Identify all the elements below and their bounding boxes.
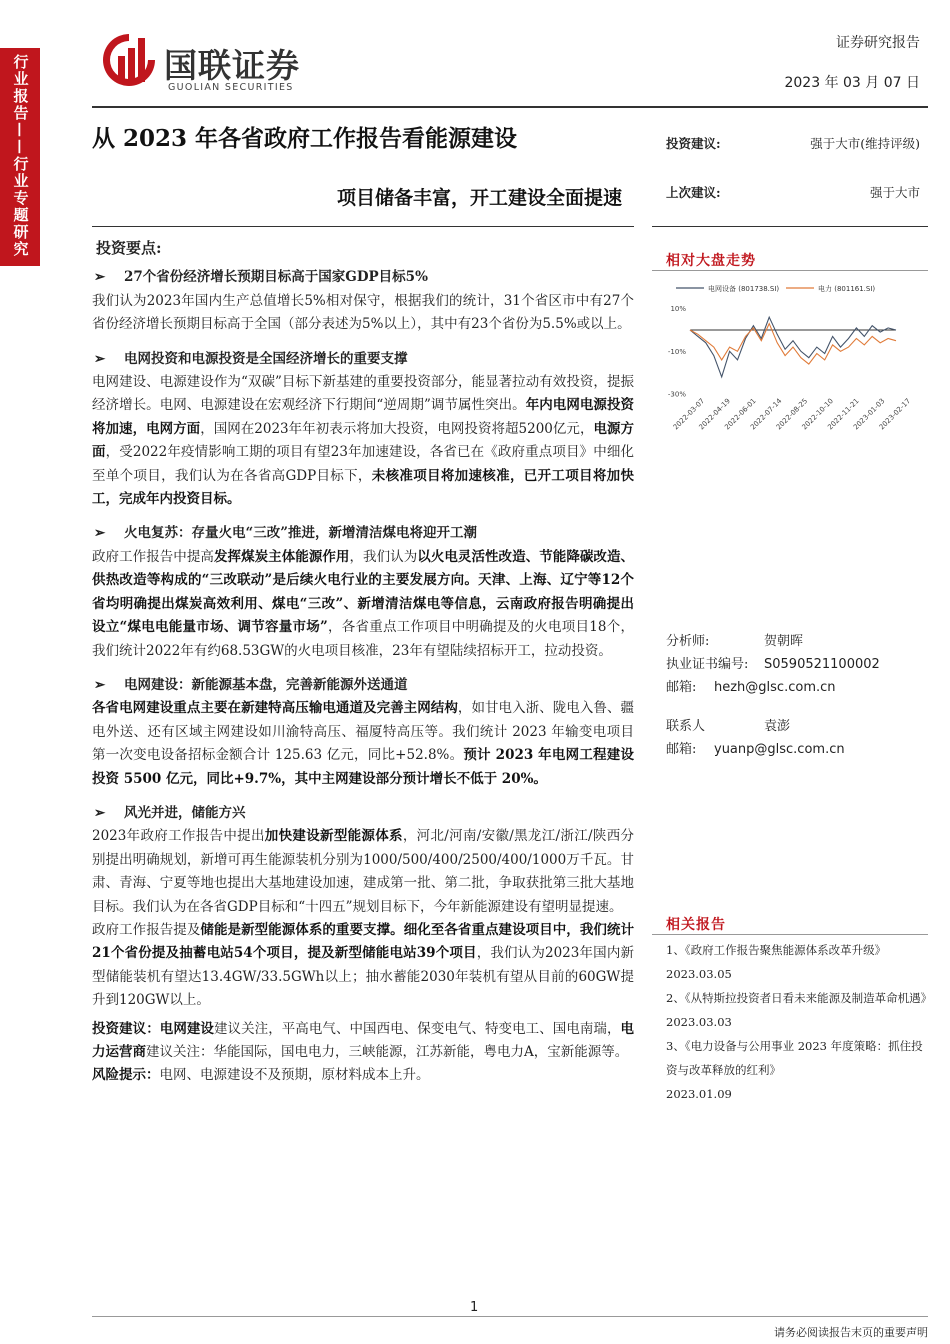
text-run: 建议关注，平高电气、中国西电、保变电气、特变电工、国电南瑞， <box>213 1020 621 1037</box>
contact-email-row <box>666 738 880 761</box>
chart-title-divider <box>652 270 928 271</box>
contact-name: 袁澎 <box>764 719 791 734</box>
text-run: 电网、电源建设不及预期，原材料成本上升。 <box>159 1067 430 1084</box>
previous-rating <box>666 183 920 203</box>
legend-label: 电力 (801161.SI) <box>818 285 876 293</box>
x-tick-label: 2022-04-19 <box>697 396 732 432</box>
main-content <box>92 237 634 1088</box>
logo-chinese-name: 国联证券 <box>164 46 300 85</box>
x-tick-label: 2023-01-03 <box>852 396 887 432</box>
bold-text: 各省电网建设重点主要在新建特高压输电通道及完善主网结构 <box>92 700 458 717</box>
company-logo <box>98 28 358 98</box>
bold-text: 电力运营商 <box>92 1020 635 1060</box>
section-title: 火电复苏：存量火电“三改”推进，新增清洁煤电将迎开工潮 <box>124 525 478 542</box>
current-rating-value: 强于大市(维持评级) <box>810 136 920 151</box>
legend-label: 电网设备 (801738.SI) <box>708 285 780 293</box>
text-run: 我们认为2023年国内生产总值增长5%相对保守，根据我们的统计，31个省区市中有27个省份经济增长预期目标高于全国（部分表述为5%以上），其中有23个省份为5.5%或以上。 <box>92 292 634 333</box>
logo-mark-icon <box>98 28 160 94</box>
previous-rating-value: 强于大市 <box>869 185 920 200</box>
analyst-row <box>666 630 880 653</box>
text-run: ，如甘电入浙、陇电入鲁、疆电外送、还有区域主网建设如川渝特高压、福厦特高压等。我们统计 2023 年输变电项目第一次变电设备招标金额合计 125.63 亿元，同比+52.8%。 <box>92 700 635 764</box>
current-rating <box>666 134 920 154</box>
bold-text: 年内电网电源投资将加速，电网方面 <box>92 397 634 437</box>
text-run: ，受2022年疫情影响工期的项目有望23年加速建设，各省已在《政府重点项目》中细化至单个项目，我们认为在各省高GDP目标下， <box>92 444 634 484</box>
paragraph <box>92 371 634 511</box>
text-run: ，各省重点工作项目中明确提及的火电项目18个，我们统计2022年有约68.53GW的火电项目核准，23年有望陆续招标开工，拉动投资。 <box>92 619 634 659</box>
y-tick-label: 10% <box>670 305 686 314</box>
related-report-date: 2023.03.05 <box>666 967 732 981</box>
email-row <box>666 676 880 699</box>
bold-text: 预计 2023 年电网工程建设投资 5500 亿元，同比+9.7%，其中主网建设部分预计增长不低于 20%。 <box>92 747 634 787</box>
section-title: 电网投资和电源投资是全国经济增长的重要支撑 <box>124 350 408 367</box>
text-run: 政府工作报告提及 <box>92 921 201 938</box>
related-report-title[interactable]: 2、《从特斯拉投资者日看未来能源及制造革命机遇》 <box>666 991 933 1005</box>
report-date: 2023 年 03 月 07 日 <box>784 75 920 91</box>
investment-advice <box>92 1018 634 1065</box>
bold-text: 电网建设 <box>159 1020 214 1037</box>
relative-performance-title: 相对大盘走势 <box>666 253 756 269</box>
current-rating-label: 投资建议: <box>666 136 721 151</box>
related-reports-list <box>666 938 933 1106</box>
bold-text: 以火电灵活性改造、节能降碳改造、供热改造等构成的“三改联动”是后续火电行业的主要发展方向。天津、上海、辽宁等12个省均明确提出煤炭高效利用、煤电“三改”、新增清洁煤电等信息，云南政府报告明确提出设立“煤电电能量市场、调节容量市场” <box>92 548 635 636</box>
cert-number: S0590521100002 <box>764 657 880 672</box>
page-number: 1 <box>470 1300 479 1315</box>
cert-row <box>666 653 880 676</box>
contact-email[interactable]: yuanp@glsc.com.cn <box>714 742 845 757</box>
arrow-bullet-icon: ➢ <box>94 350 106 367</box>
related-title-divider <box>652 934 928 935</box>
text-run: ，河北/河南/安徽/黑龙江/浙江/陕西分别提出明确规划，新增可再生能源装机分别为1000/500/400/2500/400/1000万千瓦。甘肃、青海、宁夏等地也提出大基地建设加速，建成第一批、第二批，争取获批第三批大基地目标。我们认为在各省GDP目标和“十四五”规划目标下，今年新能源建设有望明显提速。 <box>92 828 635 915</box>
y-tick-label: -30% <box>667 390 686 399</box>
footer-divider <box>92 1316 928 1317</box>
analyst-info <box>666 630 880 761</box>
email-label: 邮箱: <box>666 680 697 695</box>
text-run: ，国网在2023年年初表示将加大投资，电网投资将超5200亿元， <box>200 420 594 437</box>
report-title: 从 2023 年各省政府工作报告看能源建设 <box>92 125 518 152</box>
analyst-name: 贺朝晖 <box>764 634 804 649</box>
header-divider <box>92 106 928 108</box>
related-report-item[interactable] <box>666 938 928 986</box>
x-tick-label: 2022-03-07 <box>671 396 707 432</box>
previous-rating-label: 上次建议: <box>666 185 721 200</box>
section-title: 电网建设：新能源基本盘，完善新能源外送通道 <box>124 676 408 693</box>
disclaimer-note: 请务必阅读报告末页的重要声明 <box>774 1326 928 1339</box>
x-tick-label: 2023-02-17 <box>877 396 913 432</box>
title-divider <box>92 226 634 227</box>
section-heading <box>92 266 634 289</box>
text-run: ，我们认为2023年国内新型储能装机有望达13.4GW/33.5GWh以上；抽水蓄能2030年装机有望从目前的60GW提升到120GW以上。 <box>92 945 635 1009</box>
related-report-date: 2023.03.03 <box>666 1015 732 1029</box>
related-report-title[interactable]: 3、《电力设备与公用事业 2023 年度策略：抓住投资与改革释放的红利》 <box>666 1039 923 1077</box>
paragraph <box>92 825 634 919</box>
report-subtitle: 项目储备丰富，开工建设全面提速 <box>336 187 622 209</box>
contact-row <box>666 715 880 738</box>
x-tick-label: 2022-11-21 <box>826 396 861 432</box>
arrow-bullet-icon: ➢ <box>94 676 106 693</box>
text-run: ，我们认为 <box>349 548 418 565</box>
x-tick-label: 2022-10-10 <box>800 396 835 432</box>
text-run: 电网建设、电源建设作为“双碳”目标下新基建的重要投资部分，能显著拉动有效投资，提振经济增长。电网、电源建设在宏观经济下行期间“逆周期”调节属性突出。 <box>92 374 634 414</box>
related-report-date: 2023.01.09 <box>666 1087 732 1101</box>
analyst-email[interactable]: hezh@glsc.com.cn <box>714 680 836 695</box>
y-tick-label: -10% <box>667 347 686 356</box>
related-reports-title: 相关报告 <box>666 917 726 933</box>
bold-text: 发挥煤炭主体能源作用 <box>213 548 350 565</box>
section-heading <box>92 802 634 825</box>
relative-performance-chart <box>656 280 928 440</box>
bold-text: 储能是新型能源体系的重要支撑。细化至各省重点建设项目中，我们统计21个省份提及抽蓄电站54个项目，提及新型储能电站39个项目 <box>92 921 635 962</box>
x-tick-label: 2022-08-25 <box>774 396 810 432</box>
section-title: 风光并进，储能方兴 <box>124 804 246 821</box>
bold-text: 加快建设新型能源体系 <box>264 828 403 845</box>
cert-label: 执业证书编号: <box>666 657 749 672</box>
arrow-bullet-icon: ➢ <box>94 269 106 286</box>
text-run: 建议关注：华能国际，国电电力，三峡能源，江苏新能，粤电力A，宝新能源等。 <box>146 1044 629 1060</box>
x-tick-label: 2022-07-14 <box>749 396 784 432</box>
x-tick-label: 2022-06-01 <box>723 396 758 432</box>
key-points-heading: 投资要点: <box>96 239 162 257</box>
contact-label: 联系人 <box>666 719 706 734</box>
text-run: 2023年政府工作报告中提出 <box>92 828 265 845</box>
section-heading <box>92 674 634 697</box>
bold-text: 风险提示： <box>92 1067 160 1084</box>
report-category-tag <box>0 48 40 266</box>
paragraph <box>92 919 634 1013</box>
related-report-item[interactable] <box>666 1034 928 1106</box>
risk-warning <box>92 1064 634 1087</box>
report-category-text: 行业报告——行业专题研究 <box>11 54 30 258</box>
paragraph <box>92 697 634 791</box>
paragraph <box>92 290 634 337</box>
analyst-label: 分析师: <box>666 634 710 649</box>
paragraph <box>92 546 634 663</box>
bold-text: 电源方面 <box>92 420 635 461</box>
arrow-bullet-icon: ➢ <box>94 804 106 821</box>
related-report-title[interactable]: 1、《政府工作报告聚焦能源体系改革升级》 <box>666 943 887 957</box>
section-heading <box>92 348 634 371</box>
sidebar-divider <box>652 226 928 227</box>
logo-english-name: GUOLIAN SECURITIES <box>168 82 294 93</box>
contact-email-label: 邮箱: <box>666 742 697 757</box>
arrow-bullet-icon: ➢ <box>94 525 106 542</box>
bold-text: 投资建议： <box>92 1020 160 1037</box>
section-heading <box>92 522 634 545</box>
section-title: 27个省份经济增长预期目标高于国家GDP目标5% <box>124 269 428 286</box>
bold-text: 未核准项目将加速核准，已开工项目将加快工，完成年内投资目标。 <box>92 467 634 508</box>
related-report-item[interactable] <box>666 986 933 1034</box>
text-run: 政府工作报告中提高 <box>92 548 214 565</box>
report-type: 证券研究报告 <box>836 35 920 51</box>
